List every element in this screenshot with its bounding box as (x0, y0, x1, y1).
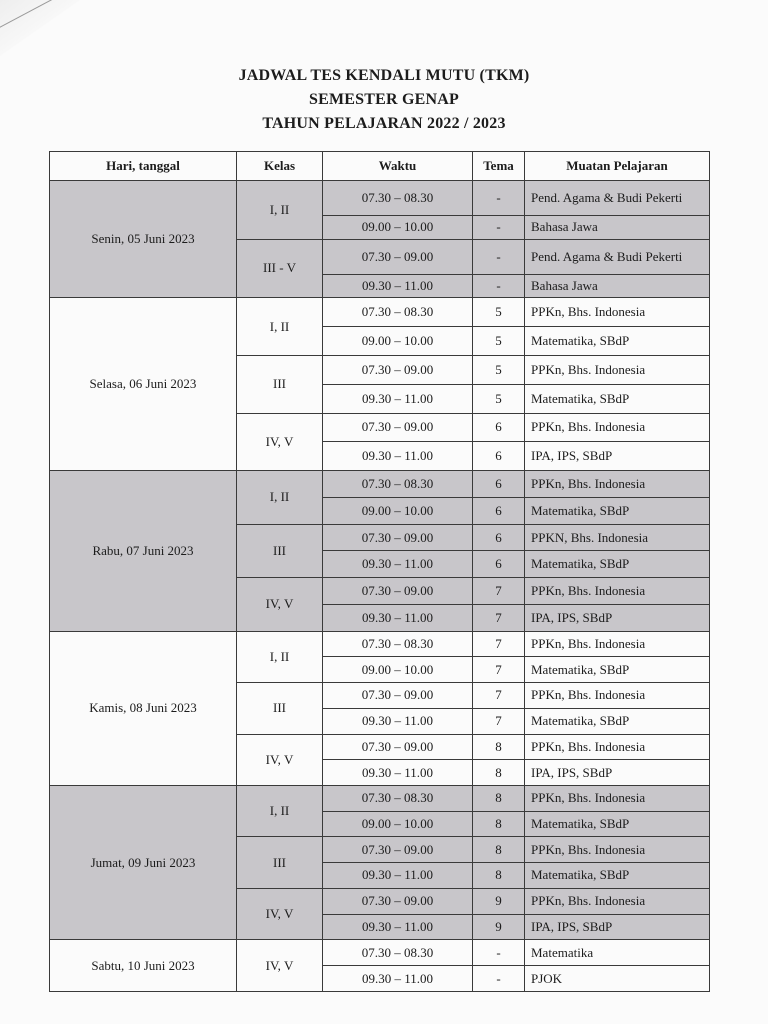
waktu-cell: 09.00 – 10.00 (323, 497, 473, 524)
muatan-cell: Matematika, SBdP (525, 327, 710, 356)
table-row (50, 631, 710, 657)
waktu-cell: 07.30 – 09.00 (323, 837, 473, 863)
tema-cell: 6 (473, 413, 525, 442)
tema-cell: 6 (473, 442, 525, 471)
muatan-cell: PPKn, Bhs. Indonesia (525, 734, 710, 760)
waktu-cell: 07.30 – 08.30 (323, 940, 473, 966)
header-hari-tanggal: Hari, tanggal (50, 152, 237, 181)
waktu-cell: 09.30 – 11.00 (323, 604, 473, 631)
day-cell: Rabu, 07 Juni 2023 (50, 471, 237, 632)
muatan-cell: PPKn, Bhs. Indonesia (525, 578, 710, 605)
muatan-cell: Matematika, SBdP (525, 497, 710, 524)
waktu-cell: 09.30 – 11.00 (323, 966, 473, 992)
tema-cell: 5 (473, 327, 525, 356)
muatan-cell: PPKn, Bhs. Indonesia (525, 413, 710, 442)
header-tema: Tema (473, 152, 525, 181)
waktu-cell: 07.30 – 09.00 (323, 734, 473, 760)
tema-cell: - (473, 239, 525, 274)
waktu-cell: 07.30 – 09.00 (323, 683, 473, 709)
waktu-cell: 07.30 – 09.00 (323, 239, 473, 274)
muatan-cell: IPA, IPS, SBdP (525, 604, 710, 631)
muatan-cell: Matematika, SBdP (525, 811, 710, 837)
table-row (50, 785, 710, 811)
muatan-cell: IPA, IPS, SBdP (525, 760, 710, 786)
header-muatan-pelajaran: Muatan Pelajaran (525, 152, 710, 181)
waktu-cell: 09.30 – 11.00 (323, 863, 473, 889)
waktu-cell: 07.30 – 08.30 (323, 298, 473, 327)
tema-cell: 6 (473, 551, 525, 578)
table-row (50, 181, 710, 216)
tema-cell: 6 (473, 497, 525, 524)
tema-cell: 7 (473, 657, 525, 683)
day-cell: Selasa, 06 Juni 2023 (50, 298, 237, 471)
tema-cell: 8 (473, 837, 525, 863)
tema-cell: - (473, 181, 525, 216)
tema-cell: 9 (473, 888, 525, 914)
kelas-cell: I, II (237, 298, 323, 356)
waktu-cell: 09.30 – 11.00 (323, 760, 473, 786)
muatan-cell: Matematika, SBdP (525, 863, 710, 889)
waktu-cell: 09.00 – 10.00 (323, 657, 473, 683)
table-row (50, 940, 710, 966)
waktu-cell: 09.00 – 10.00 (323, 811, 473, 837)
waktu-cell: 09.30 – 11.00 (323, 442, 473, 471)
kelas-cell: IV, V (237, 578, 323, 632)
muatan-cell: PPKn, Bhs. Indonesia (525, 471, 710, 498)
tema-cell: 8 (473, 863, 525, 889)
waktu-cell: 09.00 – 10.00 (323, 327, 473, 356)
kelas-cell: IV, V (237, 413, 323, 471)
tema-cell: 7 (473, 604, 525, 631)
waktu-cell: 07.30 – 08.30 (323, 181, 473, 216)
muatan-cell: Matematika, SBdP (525, 384, 710, 413)
muatan-cell: PPKN, Bhs. Indonesia (525, 524, 710, 551)
kelas-cell: III (237, 355, 323, 413)
day-cell: Jumat, 09 Juni 2023 (50, 785, 237, 939)
tema-cell: 7 (473, 578, 525, 605)
muatan-cell: PPKn, Bhs. Indonesia (525, 631, 710, 657)
title-line-3: TAHUN PELAJARAN 2022 / 2023 (262, 115, 506, 132)
table-row (50, 471, 710, 498)
tema-cell: - (473, 215, 525, 239)
waktu-cell: 07.30 – 09.00 (323, 578, 473, 605)
muatan-cell: Matematika, SBdP (525, 657, 710, 683)
muatan-cell: PPKn, Bhs. Indonesia (525, 298, 710, 327)
day-cell: Senin, 05 Juni 2023 (50, 181, 237, 298)
kelas-cell: III (237, 837, 323, 888)
day-cell: Sabtu, 10 Juni 2023 (50, 940, 237, 992)
waktu-cell: 09.30 – 11.00 (323, 708, 473, 734)
table-header-row (50, 152, 710, 181)
tema-cell: 6 (473, 471, 525, 498)
muatan-cell: PPKn, Bhs. Indonesia (525, 837, 710, 863)
tema-cell: 8 (473, 811, 525, 837)
waktu-cell: 07.30 – 08.30 (323, 785, 473, 811)
waktu-cell: 07.30 – 08.30 (323, 631, 473, 657)
muatan-cell: Matematika (525, 940, 710, 966)
muatan-cell: Pend. Agama & Budi Pekerti (525, 181, 710, 216)
tema-cell: 8 (473, 785, 525, 811)
muatan-cell: Matematika, SBdP (525, 551, 710, 578)
title-line-2: SEMESTER GENAP (309, 91, 459, 108)
waktu-cell: 09.00 – 10.00 (323, 215, 473, 239)
waktu-cell: 09.30 – 11.00 (323, 274, 473, 298)
tema-cell: - (473, 940, 525, 966)
tema-cell: 5 (473, 298, 525, 327)
kelas-cell: I, II (237, 631, 323, 682)
tema-cell: 7 (473, 631, 525, 657)
paper-fold-corner (0, 0, 90, 60)
muatan-cell: Bahasa Jawa (525, 274, 710, 298)
waktu-cell: 07.30 – 08.30 (323, 471, 473, 498)
day-cell: Kamis, 08 Juni 2023 (50, 631, 237, 785)
kelas-cell: III (237, 683, 323, 734)
tema-cell: 5 (473, 355, 525, 384)
waktu-cell: 07.30 – 09.00 (323, 888, 473, 914)
title-line-1: JADWAL TES KENDALI MUTU (TKM) (238, 67, 530, 84)
tema-cell: 9 (473, 914, 525, 940)
tema-cell: 6 (473, 524, 525, 551)
muatan-cell: Pend. Agama & Budi Pekerti (525, 239, 710, 274)
waktu-cell: 09.30 – 11.00 (323, 384, 473, 413)
waktu-cell: 09.30 – 11.00 (323, 551, 473, 578)
kelas-cell: I, II (237, 785, 323, 836)
tema-cell: 8 (473, 760, 525, 786)
kelas-cell: III (237, 524, 323, 578)
waktu-cell: 07.30 – 09.00 (323, 413, 473, 442)
muatan-cell: Matematika, SBdP (525, 708, 710, 734)
muatan-cell: PJOK (525, 966, 710, 992)
table-row (50, 298, 710, 327)
tema-cell: - (473, 274, 525, 298)
kelas-cell: I, II (237, 471, 323, 525)
tema-cell: 7 (473, 708, 525, 734)
tema-cell: 7 (473, 683, 525, 709)
header-kelas: Kelas (237, 152, 323, 181)
kelas-cell: III - V (237, 239, 323, 298)
muatan-cell: PPKn, Bhs. Indonesia (525, 355, 710, 384)
kelas-cell: IV, V (237, 734, 323, 785)
kelas-cell: IV, V (237, 940, 323, 992)
tema-cell: - (473, 966, 525, 992)
waktu-cell: 09.30 – 11.00 (323, 914, 473, 940)
waktu-cell: 07.30 – 09.00 (323, 524, 473, 551)
header-waktu: Waktu (323, 152, 473, 181)
tema-cell: 8 (473, 734, 525, 760)
muatan-cell: IPA, IPS, SBdP (525, 914, 710, 940)
muatan-cell: PPKn, Bhs. Indonesia (525, 785, 710, 811)
muatan-cell: PPKn, Bhs. Indonesia (525, 683, 710, 709)
schedule-table (49, 151, 710, 992)
kelas-cell: IV, V (237, 888, 323, 939)
muatan-cell: PPKn, Bhs. Indonesia (525, 888, 710, 914)
kelas-cell: I, II (237, 181, 323, 240)
muatan-cell: IPA, IPS, SBdP (525, 442, 710, 471)
tema-cell: 5 (473, 384, 525, 413)
waktu-cell: 07.30 – 09.00 (323, 355, 473, 384)
muatan-cell: Bahasa Jawa (525, 215, 710, 239)
